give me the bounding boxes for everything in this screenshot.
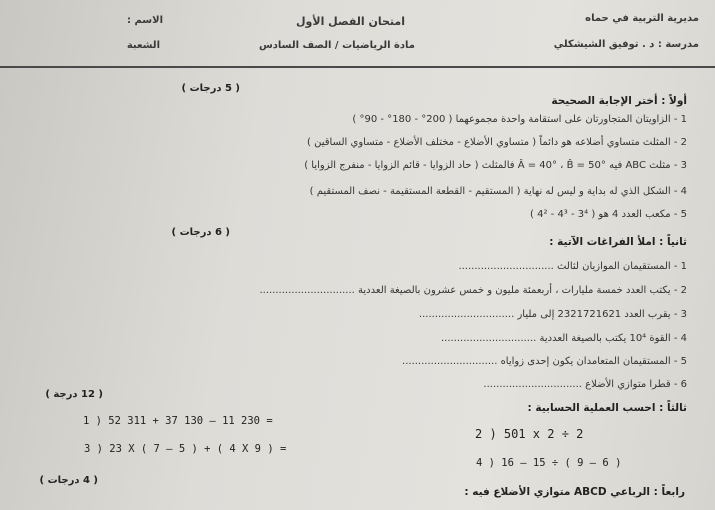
section2-item: 5 - المستقيمان المتعامدان يكون إحدى زواياه ..............................: [402, 356, 687, 367]
section1-marks: ( 5 درجات ): [181, 83, 240, 94]
arithmetic-op: 4 ) 16 – 15 ÷ ( 9 – 6 ): [476, 457, 622, 469]
school-label: مدرسة : د . توفيق الشيشكلي: [553, 39, 699, 50]
header-divider: [0, 66, 715, 68]
section3-marks: ( 12 درجة ): [45, 389, 103, 400]
section3-title: ثالثاً : احسب العملية الحسابية :: [527, 402, 687, 414]
name-label: الاسم :: [126, 15, 163, 26]
section4-marks: ( 4 درجات ): [39, 475, 98, 486]
section2-item: 3 - يقرب العدد 2321721621 إلى مليار ..............................: [418, 309, 687, 320]
section2-marks: ( 6 درجات ): [171, 227, 230, 238]
exam-title: امتحان الفصل الأول: [296, 15, 405, 28]
section2-item: 4 - القوة 10⁴ يكتب بالصيغة العددية ..............................: [440, 333, 687, 344]
arithmetic-op: 2 ) 501 x 2 ÷ 2: [475, 427, 584, 441]
arithmetic-op: 1 ) 52 311 + 37 130 – 11 230 =: [83, 415, 273, 427]
section1-item: 4 - الشكل الذي له بداية و ليس له نهاية ( المستقيم - القطعة المستقيمة - نصف المستقيم ): [309, 186, 687, 197]
section1-title: أولاً : أختر الإجابة الصحيحة: [551, 95, 687, 107]
section2-item: 6 - قطرا متوازي الأضلاع ...............................: [483, 379, 687, 390]
section1-item: 3 - مثلث ABC فيه Â = 40° ، B̂ = 50° فالمثلث ( حاد الزوايا - قائم الزوايا - منفرج الزوايا ): [304, 160, 687, 171]
section4-title: رابعاً : الرباعي ABCD متوازي الأضلاع فيه :: [464, 486, 685, 498]
subject-label: مادة الرياضيات / الصف السادس: [258, 40, 415, 51]
section2-item: 1 - المستقيمان الموازيان لثالث ..............................: [458, 261, 687, 272]
directorate-label: مديرية التربية في حماه: [585, 13, 699, 24]
section2-title: ثانياً : املأ الفراغات الآتية :: [549, 236, 687, 248]
section1-item: 5 - مكعب العدد 4 هو ( 3⁴ - 4³ - 4² ): [530, 209, 687, 220]
section-label: الشعبة: [126, 40, 160, 51]
arithmetic-op: 3 ) 23 X ( 7 – 5 ) + ( 4 X 9 ) =: [84, 443, 287, 455]
section1-item: 2 - المثلث متساوي أضلاعه هو دائماً ( متساوي الأضلاع - مختلف الأضلاع - متساوي الساقين ): [307, 137, 687, 148]
section1-item: 1 - الزاويتان المتجاورتان على استقامة واحدة مجموعهما ( 200° - 180° - 90° ): [352, 114, 687, 125]
section2-item: 2 - يكتب العدد خمسة مليارات ، أربعمئة مليون و خمس عشرون بالصيغة العددية ..............................: [259, 285, 687, 296]
